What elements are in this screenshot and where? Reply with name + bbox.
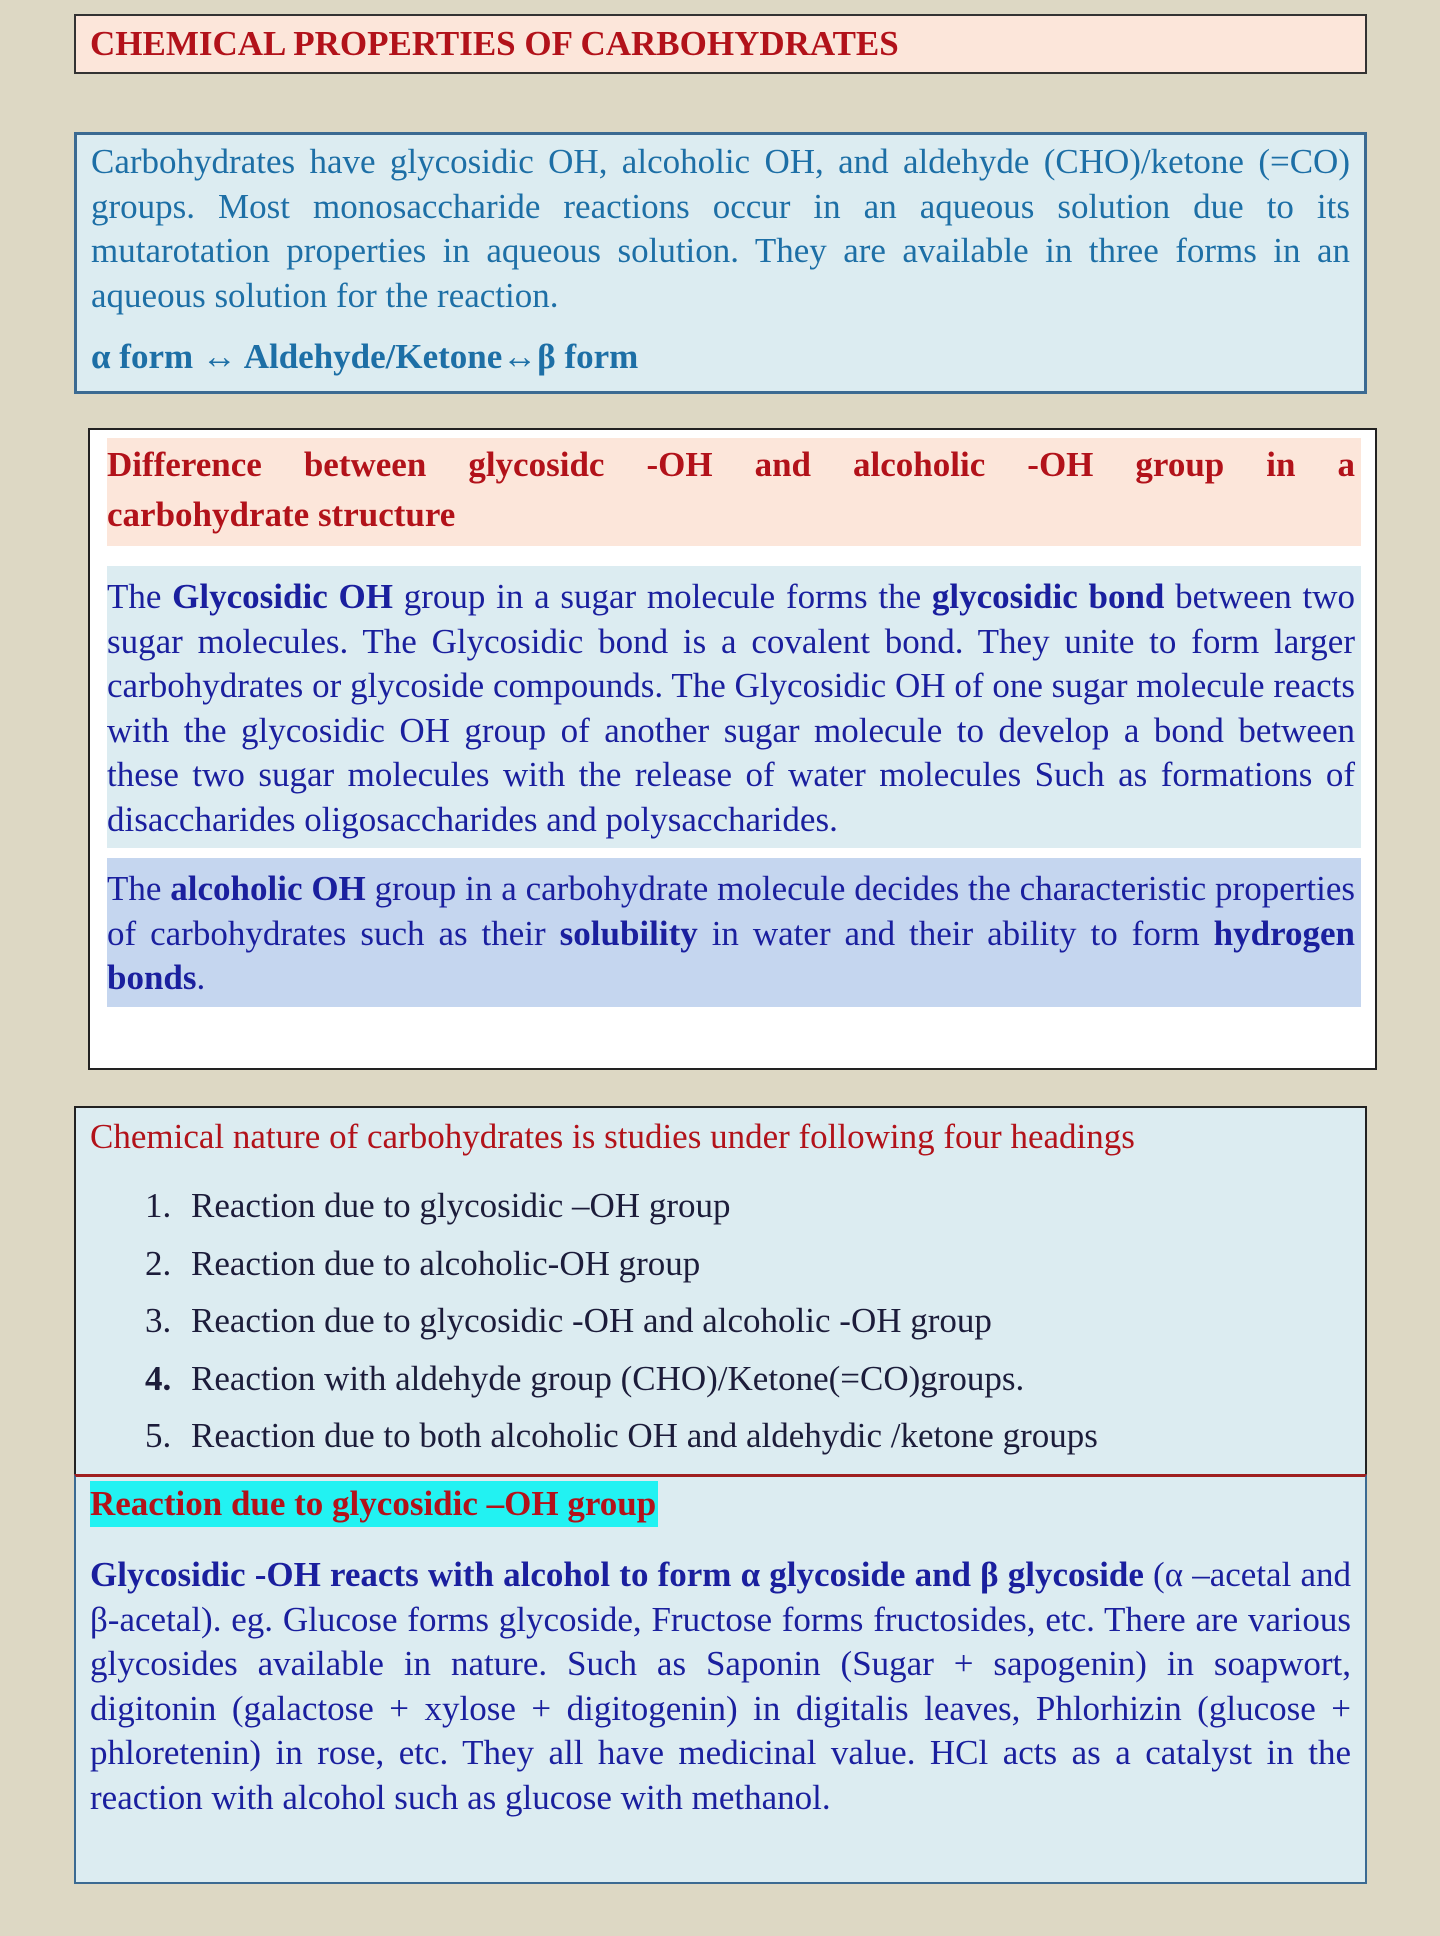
headings-intro: Chemical nature of carbohydrates is studies under following four headings xyxy=(90,1117,1135,1156)
list-number: 2. xyxy=(145,1243,172,1283)
reaction-paragraph xyxy=(90,1553,1351,1820)
list-item xyxy=(90,1350,1351,1408)
difference-heading xyxy=(107,438,1361,546)
mutarotation-equation: α form ↔ Aldehyde/Ketone↔β form xyxy=(91,337,639,376)
list-text: Reaction due to alcoholic-OH group xyxy=(191,1243,701,1283)
bold-term-glycosidic-bond: glycosidic bond xyxy=(931,577,1165,616)
bold-term-solubility: solubility xyxy=(559,913,698,953)
text-run: between two sugar molecules. The Glycosidic bond is a covalent bond. They unite to form larger carbohydrates or glycoside compounds. The Glycosidic OH of one sugar molecule reacts with the glycosidic OH group of another sugar molecule to develop a bond between these two sugar molecules with the release of water molecules Such as formations of disaccharides oligosaccharides and polysaccharides. xyxy=(107,577,1356,839)
list-text: Reaction due to both alcoholic OH and aldehydic /ketone groups xyxy=(191,1416,1098,1455)
list-number: 3. xyxy=(145,1301,172,1340)
list-number: 5. xyxy=(145,1416,172,1455)
list-item xyxy=(90,1177,1351,1235)
list-number: 1. xyxy=(145,1186,172,1225)
headings-list xyxy=(90,1177,1351,1465)
text-run: The xyxy=(107,577,173,616)
glycosidic-oh-paragraph xyxy=(107,566,1361,848)
text-run: . xyxy=(196,958,206,997)
difference-box xyxy=(88,428,1377,1070)
list-number: 4. xyxy=(145,1358,172,1398)
list-text: Reaction with aldehyde group (CHO)/Ketone(=CO)groups. xyxy=(191,1358,1025,1398)
text-run: in water and their ability to form xyxy=(697,913,1214,953)
title-box xyxy=(74,14,1367,74)
intro-box xyxy=(74,132,1367,394)
list-text: Reaction due to glycosidic –OH group xyxy=(191,1186,731,1225)
difference-heading-line1: Difference between glycosidc -OH and alcoholic -OH group in a xyxy=(107,445,1355,484)
list-item xyxy=(90,1292,1351,1350)
text-run: The xyxy=(107,869,171,908)
reaction-box xyxy=(74,1474,1367,1884)
text-run: group in a sugar molecule forms the xyxy=(392,577,932,616)
bold-term-glycosidic-oh: Glycosidic OH xyxy=(172,577,393,616)
headings-box xyxy=(74,1106,1367,1478)
page-title: CHEMICAL PROPERTIES OF CARBOHYDRATES xyxy=(90,24,899,63)
text-run: group in a carbohydrate molecule decides the characteristic properties of carbohydrates such as their xyxy=(107,869,1355,953)
text-run: (α –acetal and β-acetal). eg. Glucose forms glycoside, Fructose forms fructosides, etc. There are various glycosides available in nature. Such as Saponin (Sugar + sapogenin) in soapwort, digitonin (galactose + xylose + digitogenin) in digitalis leaves, Phlorhizin (glucose + phloretenin) in rose, etc. They all have medicinal value. HCl acts as a catalyst in the reaction with alcohol such as glucose with methanol. xyxy=(90,1555,1351,1817)
bold-term-alcoholic-oh: alcoholic OH xyxy=(170,869,366,908)
list-item xyxy=(90,1407,1351,1465)
bold-term-hydrogen-bonds: hydrogen bonds xyxy=(107,913,1355,997)
list-text: Reaction due to glycosidic -OH and alcoholic -OH group xyxy=(191,1301,992,1340)
bold-term-glycoside-reaction: Glycosidic -OH reacts with alcohol to form α glycoside and β glycoside xyxy=(90,1555,1144,1594)
difference-heading-line2: carbohydrate structure xyxy=(107,495,456,534)
intro-text: Carbohydrates have glycosidic OH, alcoholic OH, and aldehyde (CHO)/ketone (=CO) groups. Most monosaccharide reactions occur in an aqueous solution due to its mutarotation properties in aqueous solution. They are available in three forms in an aqueous solution for the reaction. xyxy=(91,142,1350,315)
alcoholic-oh-paragraph xyxy=(107,858,1361,1007)
list-item xyxy=(90,1235,1351,1293)
reaction-heading: Reaction due to glycosidic –OH group xyxy=(90,1481,658,1527)
